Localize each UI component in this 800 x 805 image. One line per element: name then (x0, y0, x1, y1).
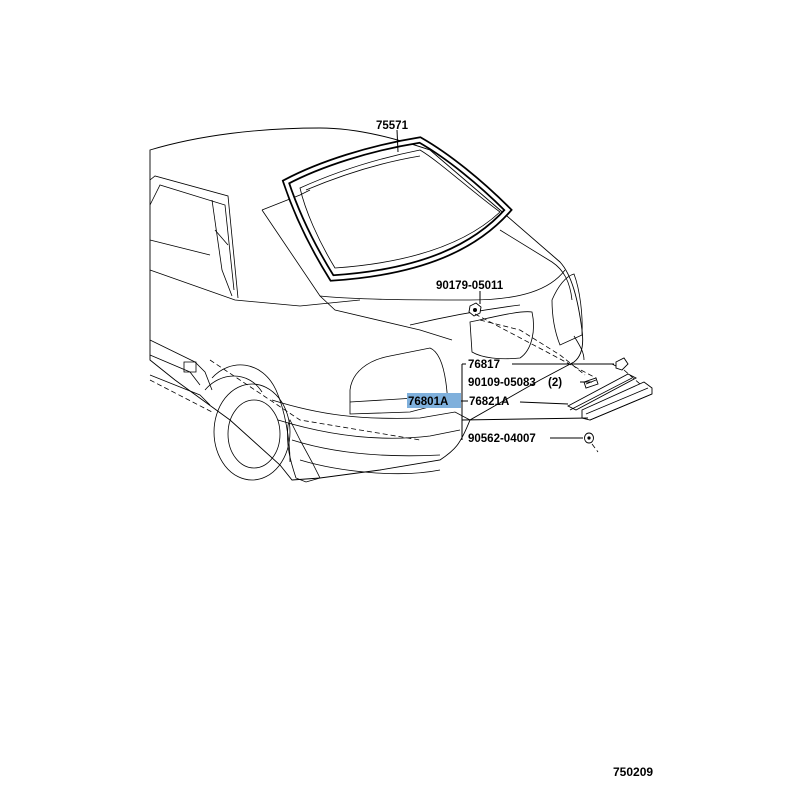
label-76817[interactable]: 76817 (468, 359, 500, 371)
label-76801a[interactable]: 76801A (408, 396, 449, 408)
clip-76817-hardware (612, 358, 628, 370)
label-90109-05083[interactable]: 90109-05083 (468, 377, 536, 389)
car-body-illustration (150, 128, 585, 482)
figure-number: 750209 (613, 765, 654, 779)
label-75571[interactable]: 75571 (376, 120, 408, 132)
screw-hardware (584, 378, 598, 388)
label-76821a[interactable]: 76821A (469, 396, 510, 408)
grommet-hardware (585, 433, 594, 443)
label-90109-05083-qty: (2) (548, 377, 563, 389)
label-90179-05011[interactable]: 90179-05011 (436, 280, 504, 292)
label-90562-04007[interactable]: 90562-04007 (468, 433, 536, 445)
